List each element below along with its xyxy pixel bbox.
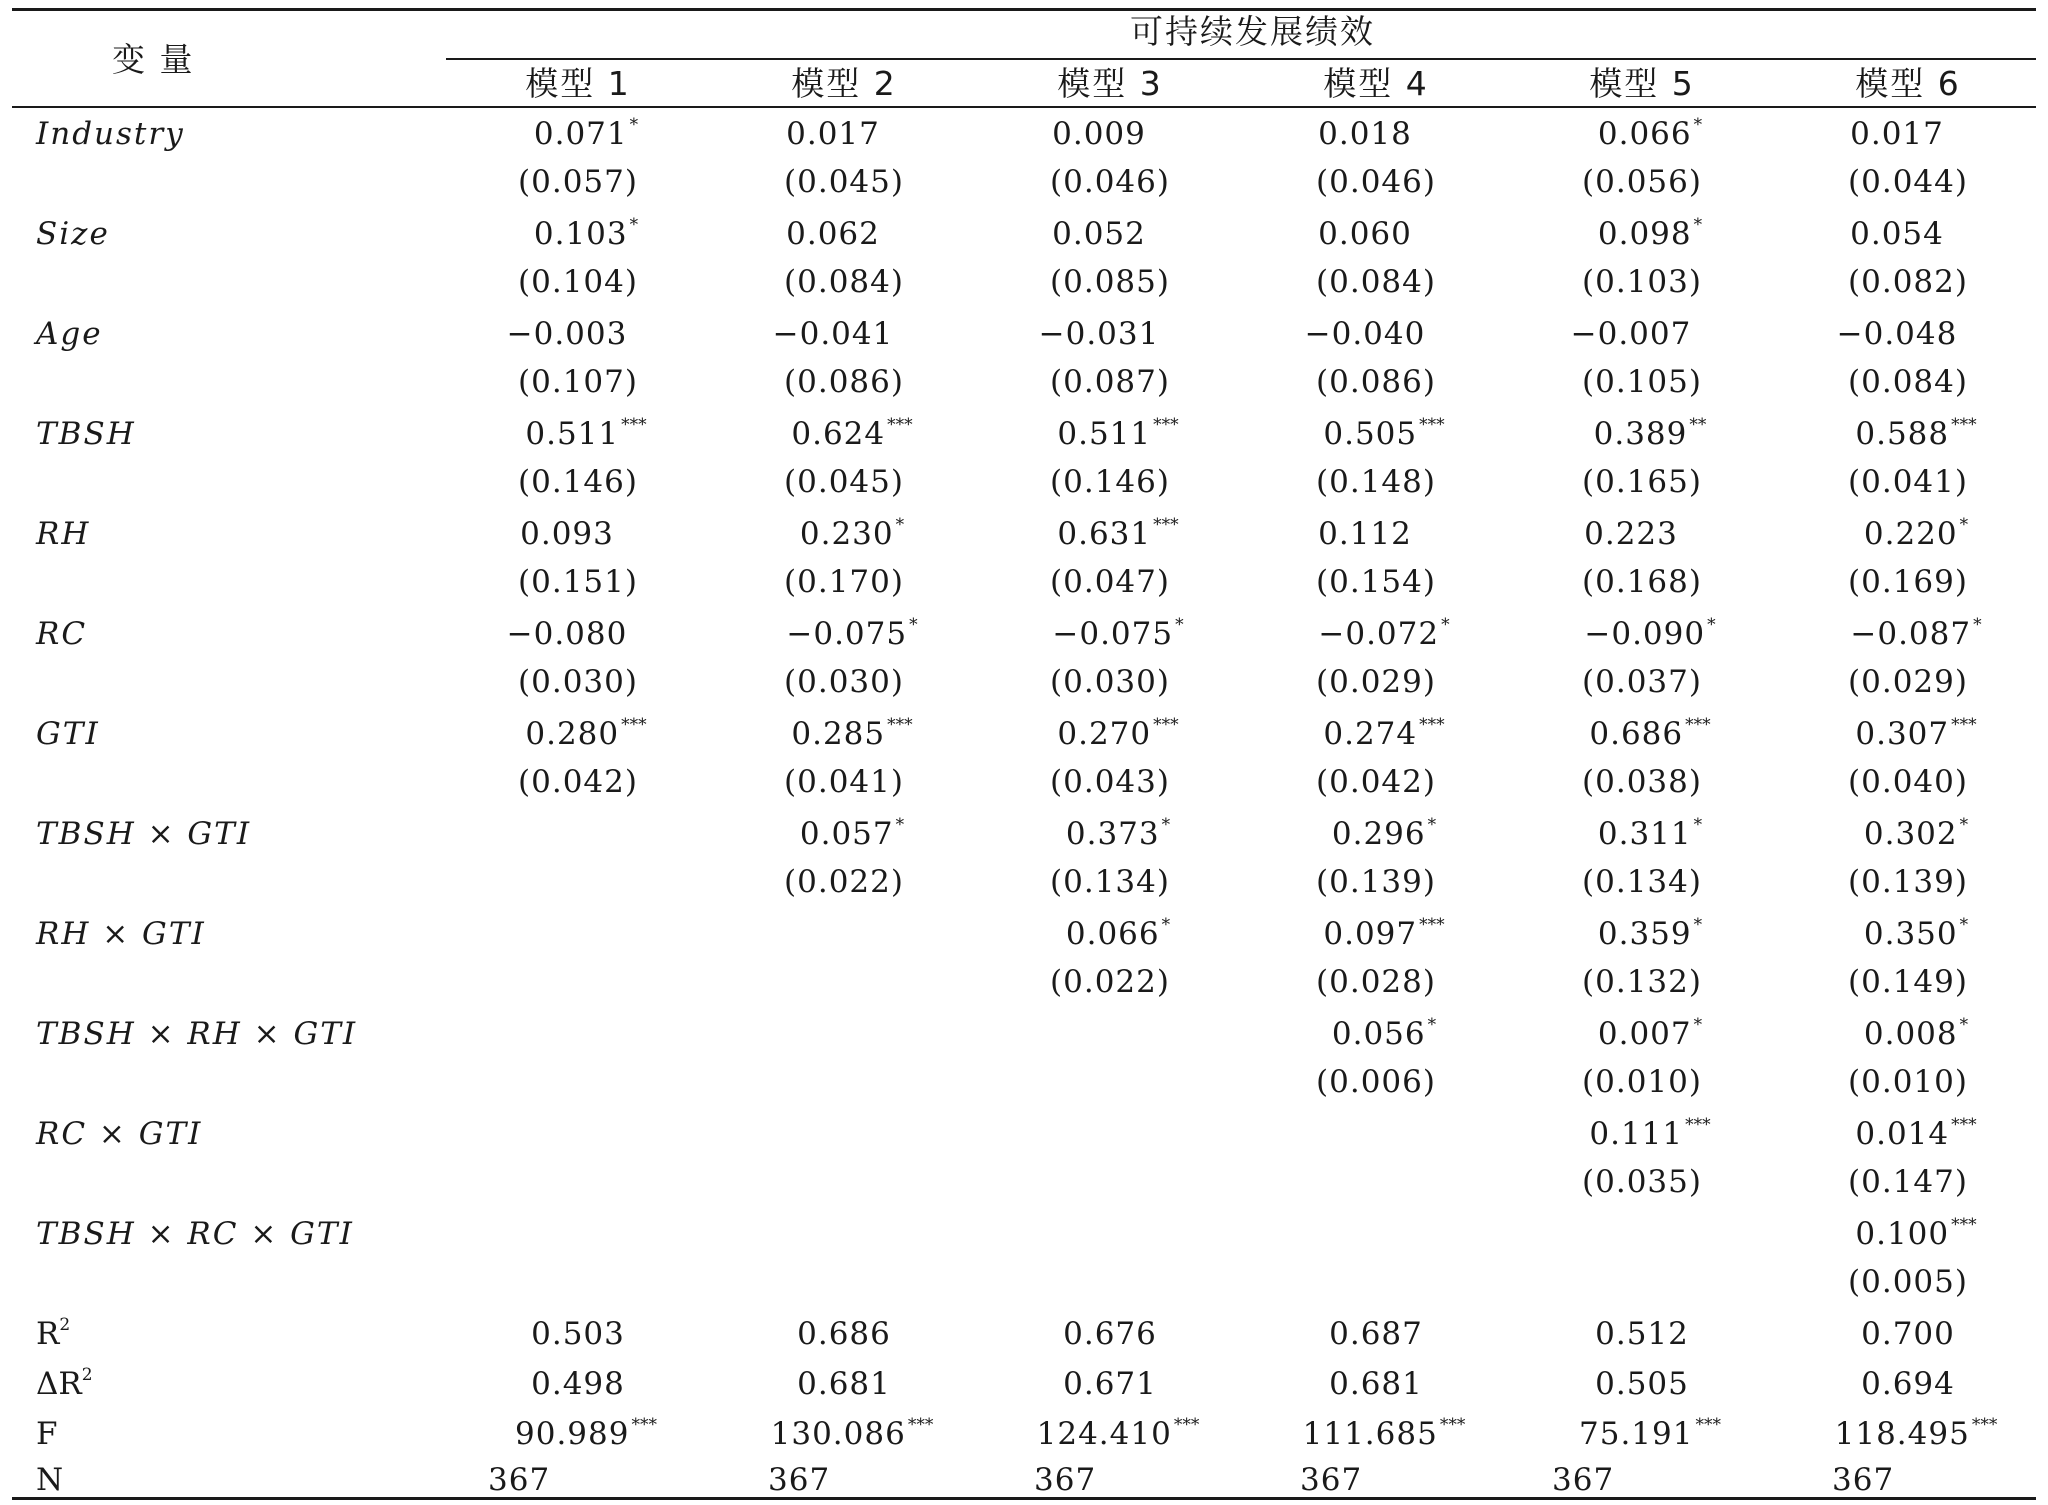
std-error-cell: (0.139): [1316, 864, 1436, 900]
coef-value: −0.090: [1584, 616, 1706, 652]
coef-value: 0.066: [1065, 916, 1160, 952]
std-error-cell: (0.010): [1848, 1064, 1968, 1100]
coef-cell: [1249, 1014, 1519, 1059]
coef-value: 0.009: [1052, 116, 1146, 152]
std-error-cell: (0.087): [1050, 364, 1170, 400]
significance-stars: ***: [1419, 715, 1445, 735]
significance-stars: *: [629, 115, 639, 135]
coef-cell: [1781, 1214, 2048, 1259]
significance-stars: ***: [1173, 1415, 1200, 1435]
coef-cell: [451, 514, 721, 554]
coef-value: 0.054: [1850, 216, 1944, 252]
coef-value: 0.093: [520, 516, 614, 552]
coef-cell: [1515, 914, 1785, 959]
coef-value: −0.007: [1570, 316, 1692, 352]
coef-cell: [717, 314, 987, 354]
stat-value: 0.686: [797, 1316, 891, 1352]
coef-cell: [1249, 414, 1519, 459]
std-error-cell: (0.134): [1050, 864, 1170, 900]
std-error-cell: (0.132): [1582, 964, 1702, 1000]
model-header-3: 模型 3: [1057, 64, 1163, 103]
coef-value: 0.100: [1855, 1216, 1950, 1252]
stat-value: 130.086: [770, 1416, 906, 1452]
model-header-6: 模型 6: [1855, 64, 1961, 103]
coef-value: 0.008: [1863, 1016, 1958, 1052]
coef-cell: [1515, 1114, 1785, 1159]
coef-value: 0.111: [1589, 1116, 1684, 1152]
std-error-cell: (0.148): [1316, 464, 1436, 500]
coef-value: −0.072: [1318, 616, 1440, 652]
std-error-cell: (0.030): [518, 664, 638, 700]
coef-cell: [1249, 614, 1519, 659]
model-header-1: 模型 1: [525, 64, 631, 103]
std-error-cell: (0.086): [1316, 364, 1436, 400]
stat-value: 75.191: [1579, 1416, 1694, 1452]
significance-stars: *: [1693, 215, 1703, 235]
coef-cell: [451, 714, 721, 759]
significance-stars: *: [1707, 615, 1716, 635]
significance-stars: ***: [1419, 415, 1445, 435]
coef-cell: [1781, 914, 2048, 959]
coef-cell: [1515, 514, 1785, 554]
stat-cell: [451, 1414, 721, 1459]
variable-label: TBSH × GTI: [36, 816, 252, 852]
significance-stars: *: [1693, 915, 1703, 935]
significance-stars: **: [1689, 415, 1707, 435]
coef-value: 0.017: [1850, 116, 1944, 152]
coef-value: 0.624: [791, 416, 886, 452]
std-error-cell: (0.042): [1316, 764, 1436, 800]
stat-value: 367: [488, 1462, 551, 1498]
coef-value: 0.359: [1597, 916, 1692, 952]
significance-stars: *: [1161, 815, 1171, 835]
coef-cell: [717, 514, 987, 559]
significance-stars: ***: [887, 415, 913, 435]
significance-stars: ***: [1153, 515, 1179, 535]
stat-value: 0.505: [1595, 1366, 1689, 1402]
stat-cell: [1241, 1364, 1511, 1404]
stat-label-text: F: [36, 1416, 58, 1452]
coef-value: 0.052: [1052, 216, 1146, 252]
stat-cell: [443, 1314, 713, 1354]
std-error-cell: (0.168): [1582, 564, 1702, 600]
coef-cell: [1781, 214, 2048, 254]
stat-value: 0.681: [797, 1366, 891, 1402]
significance-stars: ***: [1951, 1215, 1977, 1235]
stat-cell: [1241, 1314, 1511, 1354]
coef-value: 0.296: [1331, 816, 1426, 852]
stat-value: 367: [1832, 1462, 1895, 1498]
significance-stars: *: [1959, 1015, 1969, 1035]
coef-cell: [1515, 114, 1785, 159]
coef-cell: [983, 314, 1253, 354]
significance-stars: *: [1161, 915, 1171, 935]
stat-label: [36, 1460, 63, 1505]
coef-value: 0.220: [1863, 516, 1958, 552]
stat-label-superscript: 2: [81, 1365, 93, 1385]
std-error-cell: (0.030): [1050, 664, 1170, 700]
std-error-cell: (0.085): [1050, 264, 1170, 300]
stat-value: 0.498: [531, 1366, 625, 1402]
significance-stars: ***: [1153, 415, 1179, 435]
significance-stars: ***: [1419, 915, 1445, 935]
coef-value: 0.270: [1057, 716, 1152, 752]
significance-stars: *: [1427, 1015, 1437, 1035]
variable-label: Size: [36, 216, 110, 252]
std-error-cell: (0.042): [518, 764, 638, 800]
coef-value: 0.389: [1593, 416, 1688, 452]
coef-value: −0.041: [772, 316, 894, 352]
std-error-cell: (0.084): [784, 264, 904, 300]
coef-value: 0.017: [786, 116, 880, 152]
significance-stars: *: [1441, 615, 1450, 635]
std-error-cell: (0.134): [1582, 864, 1702, 900]
stat-cell: [975, 1314, 1245, 1354]
stat-cell: [975, 1364, 1245, 1404]
coef-value: 0.588: [1855, 416, 1950, 452]
coef-cell: [717, 614, 987, 659]
coef-cell: [451, 314, 721, 354]
variable-label: RH: [36, 516, 91, 552]
coef-value: −0.003: [506, 316, 628, 352]
coef-cell: [717, 714, 987, 759]
significance-stars: ***: [631, 1415, 657, 1435]
std-error-cell: (0.006): [1316, 1064, 1436, 1100]
significance-stars: *: [909, 615, 918, 635]
stat-cell: [488, 1460, 758, 1500]
std-error-cell: (0.022): [1050, 964, 1170, 1000]
coef-cell: [451, 214, 721, 259]
stat-value: 367: [768, 1462, 831, 1498]
model-header-4: 模型 4: [1323, 64, 1429, 103]
significance-stars: ***: [1153, 715, 1179, 735]
std-error-cell: (0.037): [1582, 664, 1702, 700]
coef-value: 0.103: [533, 216, 628, 252]
coef-cell: [451, 414, 721, 459]
stat-label-superscript: 2: [59, 1315, 71, 1335]
significance-stars: *: [1175, 615, 1184, 635]
variable-label: RH × GTI: [36, 916, 206, 952]
std-error-cell: (0.005): [1848, 1264, 1968, 1300]
stat-cell: [1515, 1414, 1785, 1459]
coef-value: 0.230: [799, 516, 894, 552]
coef-value: 0.373: [1065, 816, 1160, 852]
coef-value: 0.505: [1323, 416, 1418, 452]
coef-cell: [1781, 414, 2048, 459]
stat-cell: [768, 1460, 1038, 1500]
std-error-cell: (0.046): [1316, 164, 1436, 200]
coef-value: 0.307: [1855, 716, 1950, 752]
coef-cell: [1515, 714, 1785, 759]
significance-stars: *: [895, 815, 905, 835]
std-error-cell: (0.056): [1582, 164, 1702, 200]
std-error-cell: (0.022): [784, 864, 904, 900]
coef-cell: [1249, 214, 1519, 254]
coef-value: −0.031: [1038, 316, 1160, 352]
coef-value: 0.511: [525, 416, 620, 452]
stat-label-text: ΔR: [36, 1366, 82, 1402]
variable-label: TBSH × RH × GTI: [36, 1016, 358, 1052]
group-header: 可持续发展绩效: [1130, 12, 1375, 51]
stat-cell: [1249, 1414, 1519, 1459]
std-error-cell: (0.147): [1848, 1164, 1968, 1200]
coef-cell: [983, 214, 1253, 254]
coef-cell: [983, 514, 1253, 559]
std-error-cell: (0.146): [1050, 464, 1170, 500]
coef-cell: [983, 414, 1253, 459]
variable-label: Industry: [36, 116, 185, 152]
std-error-cell: (0.041): [784, 764, 904, 800]
coef-cell: [1781, 714, 2048, 759]
coef-cell: [1781, 614, 2048, 659]
significance-stars: *: [1693, 815, 1703, 835]
coef-value: 0.311: [1597, 816, 1692, 852]
stat-value: 0.671: [1063, 1366, 1157, 1402]
std-error-cell: (0.046): [1050, 164, 1170, 200]
std-error-cell: (0.104): [518, 264, 638, 300]
coef-cell: [1249, 814, 1519, 859]
coef-value: 0.060: [1318, 216, 1412, 252]
coef-value: −0.080: [506, 616, 628, 652]
coef-value: 0.274: [1323, 716, 1418, 752]
coef-value: 0.098: [1597, 216, 1692, 252]
coef-value: 0.223: [1584, 516, 1678, 552]
std-error-cell: (0.139): [1848, 864, 1968, 900]
stat-cell: [1034, 1460, 1304, 1500]
coef-cell: [1781, 814, 2048, 859]
significance-stars: ***: [907, 1415, 934, 1435]
significance-stars: ***: [1685, 715, 1711, 735]
std-error-cell: (0.010): [1582, 1064, 1702, 1100]
coef-cell: [717, 114, 987, 154]
std-error-cell: (0.107): [518, 364, 638, 400]
coef-value: −0.040: [1304, 316, 1426, 352]
std-error-cell: (0.105): [1582, 364, 1702, 400]
coef-value: 0.056: [1331, 1016, 1426, 1052]
coef-cell: [983, 114, 1253, 154]
stat-label-text: N: [36, 1462, 64, 1498]
std-error-cell: (0.045): [784, 164, 904, 200]
variable-header: 变 量: [112, 40, 195, 79]
top-rule: [12, 8, 2036, 11]
stat-value: 0.503: [531, 1316, 625, 1352]
significance-stars: *: [1427, 815, 1437, 835]
coef-value: 0.350: [1863, 916, 1958, 952]
stat-label-text: R: [36, 1316, 60, 1352]
significance-stars: ***: [1951, 715, 1977, 735]
std-error-cell: (0.030): [784, 664, 904, 700]
stat-value: 0.687: [1329, 1316, 1423, 1352]
std-error-cell: (0.043): [1050, 764, 1170, 800]
std-error-cell: (0.038): [1582, 764, 1702, 800]
significance-stars: *: [1959, 515, 1969, 535]
stat-label: [36, 1414, 58, 1459]
significance-stars: *: [1693, 1015, 1703, 1035]
variable-label: TBSH: [36, 416, 136, 452]
group-rule: [446, 58, 2036, 60]
std-error-cell: (0.146): [518, 464, 638, 500]
coef-cell: [1515, 614, 1785, 659]
significance-stars: ***: [887, 715, 913, 735]
coef-cell: [1515, 314, 1785, 354]
significance-stars: *: [1693, 115, 1703, 135]
std-error-cell: (0.045): [784, 464, 904, 500]
std-error-cell: (0.040): [1848, 764, 1968, 800]
stat-cell: [1300, 1460, 1570, 1500]
std-error-cell: (0.057): [518, 164, 638, 200]
stat-cell: [983, 1414, 1253, 1459]
coef-cell: [451, 614, 721, 654]
variable-label: RC × GTI: [36, 1116, 203, 1152]
std-error-cell: (0.029): [1316, 664, 1436, 700]
significance-stars: *: [1973, 615, 1982, 635]
coef-value: −0.087: [1850, 616, 1972, 652]
stat-value: 367: [1034, 1462, 1097, 1498]
coef-cell: [717, 414, 987, 459]
coef-value: 0.511: [1057, 416, 1152, 452]
coef-value: 0.062: [786, 216, 880, 252]
significance-stars: ***: [621, 715, 647, 735]
coef-cell: [1249, 314, 1519, 354]
significance-stars: ***: [1951, 415, 1977, 435]
stat-value: 0.512: [1595, 1316, 1689, 1352]
stat-value: 111.685: [1302, 1416, 1438, 1452]
stat-cell: [1507, 1314, 1777, 1354]
coef-cell: [1515, 414, 1785, 459]
coef-value: 0.285: [791, 716, 886, 752]
stat-cell: [443, 1364, 713, 1404]
stat-cell: [1773, 1364, 2043, 1404]
coef-cell: [983, 714, 1253, 759]
coef-cell: [1249, 714, 1519, 759]
stat-value: 367: [1552, 1462, 1615, 1498]
significance-stars: *: [1959, 915, 1969, 935]
coef-value: 0.014: [1855, 1116, 1950, 1152]
std-error-cell: (0.082): [1848, 264, 1968, 300]
coef-cell: [1781, 114, 2048, 154]
stat-value: 124.410: [1036, 1416, 1172, 1452]
std-error-cell: (0.035): [1582, 1164, 1702, 1200]
std-error-cell: (0.084): [1848, 364, 1968, 400]
coef-value: −0.048: [1836, 316, 1958, 352]
significance-stars: *: [629, 215, 639, 235]
variable-label: RC: [36, 616, 88, 652]
significance-stars: ***: [1685, 1115, 1711, 1135]
stat-cell: [709, 1364, 979, 1404]
coef-cell: [1515, 814, 1785, 859]
variable-label: Age: [36, 316, 103, 352]
variable-label: TBSH × RC × GTI: [36, 1216, 354, 1252]
coef-value: 0.631: [1057, 516, 1152, 552]
std-error-cell: (0.169): [1848, 564, 1968, 600]
stat-cell: [1773, 1314, 2043, 1354]
coef-cell: [983, 614, 1253, 659]
coef-cell: [1249, 514, 1519, 554]
stat-cell: [1832, 1460, 2048, 1500]
stat-cell: [709, 1314, 979, 1354]
stat-label: [36, 1314, 70, 1359]
stat-value: 0.676: [1063, 1316, 1157, 1352]
model-header-2: 模型 2: [791, 64, 897, 103]
coef-cell: [717, 814, 987, 859]
std-error-cell: (0.084): [1316, 264, 1436, 300]
coef-value: 0.018: [1318, 116, 1412, 152]
coef-cell: [1249, 914, 1519, 959]
coef-cell: [1515, 1014, 1785, 1059]
std-error-cell: (0.028): [1316, 964, 1436, 1000]
std-error-cell: (0.170): [784, 564, 904, 600]
coef-value: 0.007: [1597, 1016, 1692, 1052]
std-error-cell: (0.044): [1848, 164, 1968, 200]
std-error-cell: (0.029): [1848, 664, 1968, 700]
coef-cell: [1249, 114, 1519, 154]
stat-value: 0.681: [1329, 1366, 1423, 1402]
stat-value: 367: [1300, 1462, 1363, 1498]
stat-cell: [717, 1414, 987, 1459]
coef-value: 0.071: [533, 116, 628, 152]
stat-value: 0.694: [1861, 1366, 1955, 1402]
std-error-cell: (0.149): [1848, 964, 1968, 1000]
coef-value: −0.075: [786, 616, 908, 652]
coef-cell: [983, 814, 1253, 859]
coef-value: 0.686: [1589, 716, 1684, 752]
significance-stars: *: [895, 515, 905, 535]
header-rule: [12, 106, 2036, 108]
coef-value: 0.302: [1863, 816, 1958, 852]
std-error-cell: (0.041): [1848, 464, 1968, 500]
stat-cell: [1507, 1364, 1777, 1404]
std-error-cell: (0.154): [1316, 564, 1436, 600]
significance-stars: *: [1959, 815, 1969, 835]
stat-value: 118.495: [1834, 1416, 1970, 1452]
coef-value: 0.066: [1597, 116, 1692, 152]
variable-label: GTI: [36, 716, 100, 752]
stat-cell: [1781, 1414, 2048, 1459]
significance-stars: ***: [1951, 1115, 1977, 1135]
stat-value: 0.700: [1861, 1316, 1955, 1352]
coef-cell: [983, 914, 1253, 959]
coef-value: 0.097: [1323, 916, 1418, 952]
std-error-cell: (0.103): [1582, 264, 1702, 300]
significance-stars: ***: [1695, 1415, 1721, 1435]
coef-cell: [1515, 214, 1785, 259]
coef-cell: [1781, 1114, 2048, 1159]
coef-value: 0.112: [1318, 516, 1412, 552]
coef-cell: [717, 214, 987, 254]
coef-cell: [1781, 514, 2048, 559]
coef-value: −0.075: [1052, 616, 1174, 652]
std-error-cell: (0.086): [784, 364, 904, 400]
stat-value: 90.989: [515, 1416, 630, 1452]
significance-stars: ***: [1439, 1415, 1466, 1435]
coef-cell: [1781, 1014, 2048, 1059]
coef-value: 0.057: [799, 816, 894, 852]
std-error-cell: (0.151): [518, 564, 638, 600]
std-error-cell: (0.047): [1050, 564, 1170, 600]
coef-cell: [1781, 314, 2048, 354]
stat-label: [36, 1364, 93, 1409]
std-error-cell: (0.165): [1582, 464, 1702, 500]
model-header-5: 模型 5: [1589, 64, 1695, 103]
stat-cell: [1552, 1460, 1822, 1500]
significance-stars: ***: [621, 415, 647, 435]
coef-cell: [451, 114, 721, 159]
coef-value: 0.280: [525, 716, 620, 752]
significance-stars: ***: [1971, 1415, 1998, 1435]
